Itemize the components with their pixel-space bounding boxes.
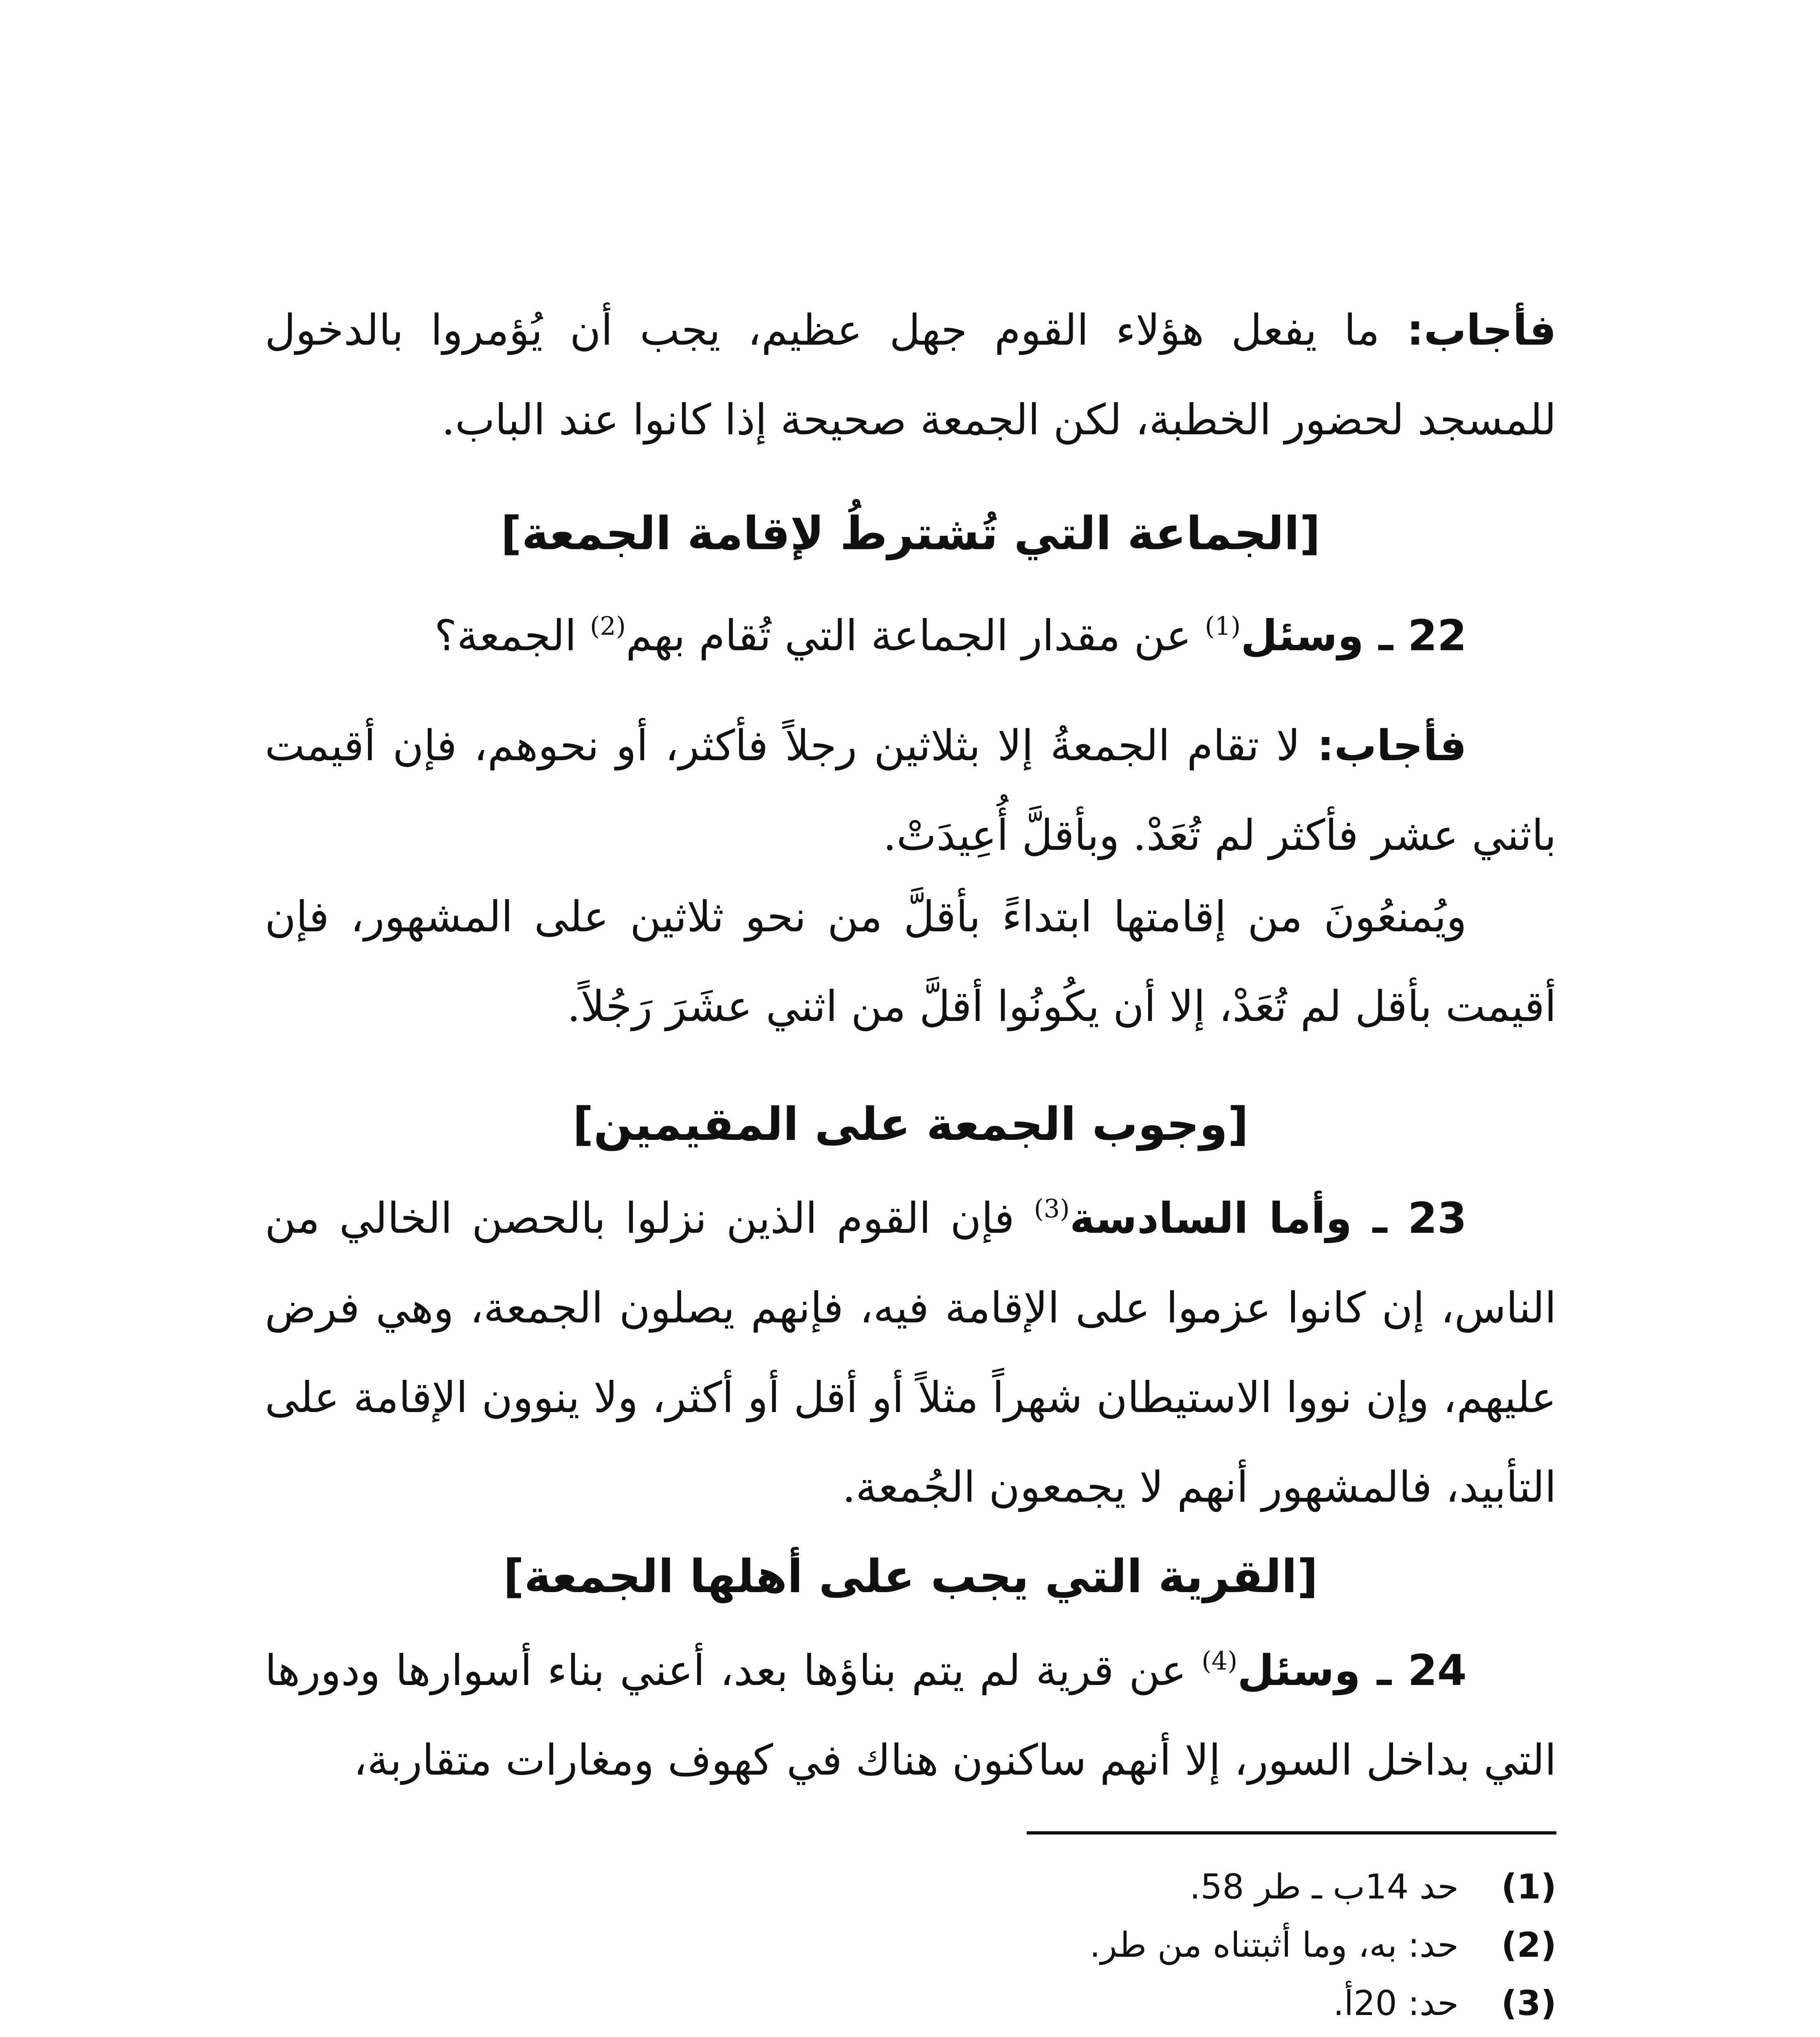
footnote-number: (2) <box>1501 1925 1556 1965</box>
footnote-number: (1) <box>1501 1867 1556 1907</box>
paragraph-answer-intro <box>265 285 1556 464</box>
footnote-item <box>265 1916 1556 1974</box>
footnote-ref: (2) <box>590 611 626 641</box>
answer-text: لا تقام الجمعةُ إلا بثلاثين رجلاً فأكثر، أو نحوهم، فإن أقيمت باثني عشر فأكثر لم تُعَدْ. وبأقلَّ أُعِيدَتْ. <box>265 721 1556 860</box>
section-heading-residents: [وجوب الجمعة على المقيمين] <box>572 1098 1249 1151</box>
footnote-text: حد: 20أ. <box>1333 1983 1459 2023</box>
answer-lead: فأجاب: <box>1317 721 1467 770</box>
answer-text: ما يفعل هؤلاء القوم جهل عظيم، يجب أن يُؤمروا بالدخول للمسجد لحضور الخطبة، لكن الجمعة صحيحة إذا كانوا عند الباب. <box>265 305 1556 444</box>
footnote-ref: (3) <box>1034 1194 1070 1223</box>
paragraph-text <box>265 701 1556 880</box>
question-24 <box>265 1626 1556 1805</box>
footnote-ref: (4) <box>1202 1646 1238 1676</box>
question-lead: وسئل <box>1241 611 1379 660</box>
paragraph-text <box>265 1173 1556 1532</box>
question-lead: وسئل <box>1237 1645 1377 1695</box>
paragraph-text <box>265 285 1556 464</box>
footnote-separator <box>1027 1831 1556 1835</box>
question-text: عن مقدار الجماعة التي تُقام بهم <box>625 611 1205 660</box>
question-text: عن قرية لم يتم بناؤها بعد، أعني بناء أسوارها ودورها التي بداخل السور، إلا أنهم ساكنون هناك في كهوف ومغارات متقاربة، <box>265 1645 1556 1785</box>
section-heading-village: [القرية التي يجب على أهلها الجمعة] <box>503 1550 1318 1603</box>
footnote-ref: (1) <box>1205 611 1241 641</box>
paragraph-text <box>265 1626 1556 1805</box>
footnote-text <box>265 2033 1459 2037</box>
question-text: فإن القوم الذين نزلوا بالحصن الخالي من الناس، إن كانوا عزموا على الإقامة فيه، فإنهم يصلون الجمعة، وهي فرض عليهم، وإن نووا الاستيطان شهراً مثلاً أو أقل أو أكثر، ولا ينوون الإقامة على التأبيد، فالمشهور أنهم لا يجمعون الجُمعة. <box>265 1193 1557 1512</box>
footnote-text: حد 14ب ـ طر 58. <box>1189 1867 1459 1907</box>
question-number: 23 ـ <box>1372 1193 1467 1243</box>
footnotes <box>265 1858 1556 2037</box>
paragraph-text <box>265 591 1556 680</box>
question-23 <box>265 1173 1556 1532</box>
answer-lead: فأجاب: <box>1406 305 1556 355</box>
footnote-text: حد: به، وما أثبتناه من طر. <box>1089 1925 1459 1965</box>
footnote-item <box>265 2033 1556 2037</box>
question-lead: وأما السادسة <box>1070 1193 1373 1243</box>
question-number: 22 ـ <box>1378 611 1467 660</box>
paragraph-22b <box>265 872 1556 1051</box>
footnote-item <box>265 1974 1556 2033</box>
footnote-number: (3) <box>1501 1983 1556 2023</box>
answer-22 <box>265 701 1556 880</box>
section-heading-congregation: [الجماعة التي تُشترطُ لإقامة الجمعة] <box>501 507 1320 560</box>
footnote-item <box>265 1858 1556 1916</box>
question-number: 24 ـ <box>1377 1645 1467 1695</box>
question-22 <box>265 591 1556 680</box>
question-text: الجمعة؟ <box>434 611 590 660</box>
footnote-number <box>1459 2033 1556 2037</box>
paragraph-text: ويُمنعُونَ من إقامتها ابتداءً بأقلَّ من نحو ثلاثين على المشهور، فإن أقيمت بأقل لم تُعَدْ، إلا أن يكُونُوا أقلَّ من اثني عشَرَ رَجُلاً. <box>265 892 1556 1031</box>
